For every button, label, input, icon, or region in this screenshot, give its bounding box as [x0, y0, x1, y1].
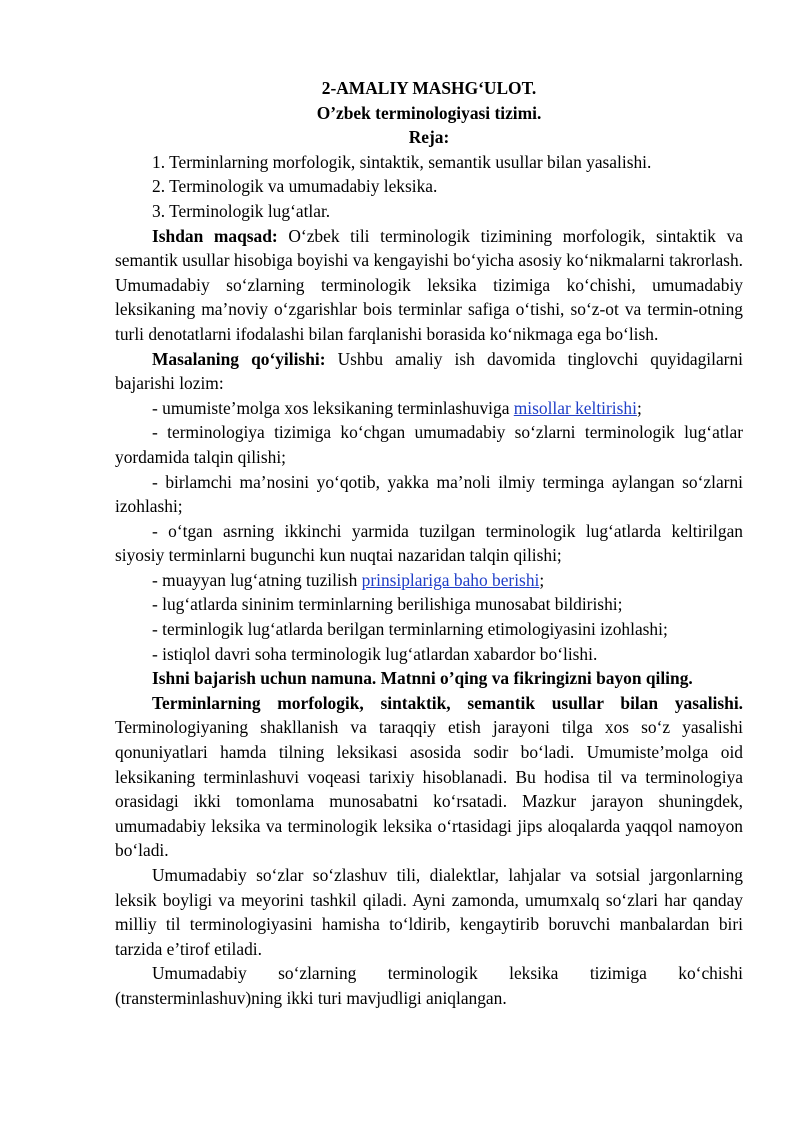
page-subtitle: O’zbek terminologiyasi tizimi. — [316, 102, 542, 123]
plan-item-1: 1. Terminlarning morfologik, sintaktik, semantik usullar bilan yasalishi. — [152, 151, 652, 172]
body-paragraph-1-text: Terminologiyaning shakllanish va taraqqiy etish jarayoni tilga xos so‘z yasalishi qonuniyatlari hamda tilning leksikasi asosida sodir bo‘ladi. Umumiste’molga oid leksikaning terminlashuvi voqeasi tarixiy hisoblanadi. Bu hodisa til va terminologiya orasidagi ikki tomonlama munosabatni ko‘rsatadi. Mazkur jarayon shuningdek, umumadabiy leksika va terminologik leksika o‘rtasidagi jips aloqalarda yaqqol namoyon bo‘ladi. — [115, 717, 743, 861]
goal-paragraph — [115, 224, 743, 347]
task-item-8: - istiqlol davri soha terminologik lug‘atlardan xabardor bo‘lishi. — [152, 643, 598, 664]
task-label: Masalaning qo‘yilishi: — [152, 348, 326, 369]
task-item-6: - lug‘atlarda sininim terminlarning berilishiga munosabat bildirishi; — [152, 594, 623, 615]
page-title: 2-AMALIY MASHG‘ULOT. — [321, 78, 537, 98]
task-text: Ushbu amaliy ish davomida tinglovchi quyidagilarni bajarishi lozim: — [115, 348, 743, 394]
task-item-3: - birlamchi ma’nosini yo‘qotib, yakka ma’noli ilmiy terminga aylangan so‘zlarni izohlashi; — [115, 471, 743, 517]
plan-item-2: 2. Terminologik va umumadabiy leksika. — [152, 176, 438, 197]
task-item-1-text: - umumiste’molga xos leksikaning terminlashuviga — [152, 397, 514, 418]
task-item-5-text: - muayyan lug‘atning tuzilish — [152, 569, 362, 590]
principles-link[interactable]: prinsiplariga baho berishi — [361, 569, 540, 590]
task-item-1 — [115, 396, 743, 421]
task-item-7: - terminlogik lug‘atlarda berilgan terminlarning etimologiyasini izohlashi; — [152, 619, 668, 640]
task-item-5-end: ; — [539, 569, 545, 590]
sample-heading — [115, 666, 743, 691]
body-paragraph-2: Umumadabiy so‘zlar so‘zlashuv tili, dialektlar, lahjalar va sotsial jargonlarning leksik boyligi va meyorini tashkil qiladi. Ayni zamonda, umumxalq so‘zlari har qanday milliy til terminologiyasini hamisha to‘ldirib, kengaytirib boruvchi manbalardan biri tarzida e’tirof etiladi. — [115, 865, 743, 959]
sample-heading-text: Ishni bajarish uchun namuna. Matnni o’qing va fikringizni bayon qiling. — [152, 668, 693, 689]
plan-heading: Reja: — [408, 127, 450, 148]
plan-item-3: 3. Terminologik lug‘atlar. — [152, 200, 331, 221]
task-item-2: - terminologiya tizimiga ko‘chgan umumadabiy so‘zlarni terminologik lug‘atlar yordamida talqin qilishi; — [115, 422, 743, 467]
goal-text: O‘zbek tili terminologik tizimining morfologik, sintaktik va semantik usullar hisobiga boyishi va kengayishi bo‘yicha asosiy ko‘nikmalarni takrorlash. Umumadabiy so‘zlarning terminologik leksika tizimiga ko‘chishi, umumadabiy leksikaning ma’noviy o‘zgarishlar bois terminlar safiga o‘tishi, so‘z-ot va termin-otning turli denotatlarni ifodalashi bilan farqlanishi borasida ko‘nikmaga ega bo‘lish. — [115, 225, 743, 344]
document-body — [115, 76, 743, 1011]
task-item-1-end: ; — [636, 397, 642, 418]
body-paragraph-3-line-1: Umumadabiy so‘zlarning terminologik leksika tizimiga ko‘chishi — [152, 963, 743, 984]
examples-link[interactable]: misollar keltirishi — [513, 397, 637, 418]
body-paragraph-3-line-2: (transterminlashuv)ning ikki turi mavjudligi aniqlangan. — [115, 987, 507, 1008]
goal-label: Ishdan maqsad: — [152, 225, 278, 246]
task-item-5 — [115, 568, 743, 593]
body-paragraph-1 — [115, 691, 743, 863]
task-paragraph — [115, 347, 743, 396]
task-item-4: - o‘tgan asrning ikkinchi yarmida tuzilgan terminologik lug‘atlarda keltirilgan siyosiy terminlarni bugunchi kun nuqtai nazaridan talqin qilishi; — [115, 520, 743, 566]
body-paragraph-1-heading: Terminlarning morfologik, sintaktik, semantik usullar bilan yasalishi. — [152, 692, 743, 713]
